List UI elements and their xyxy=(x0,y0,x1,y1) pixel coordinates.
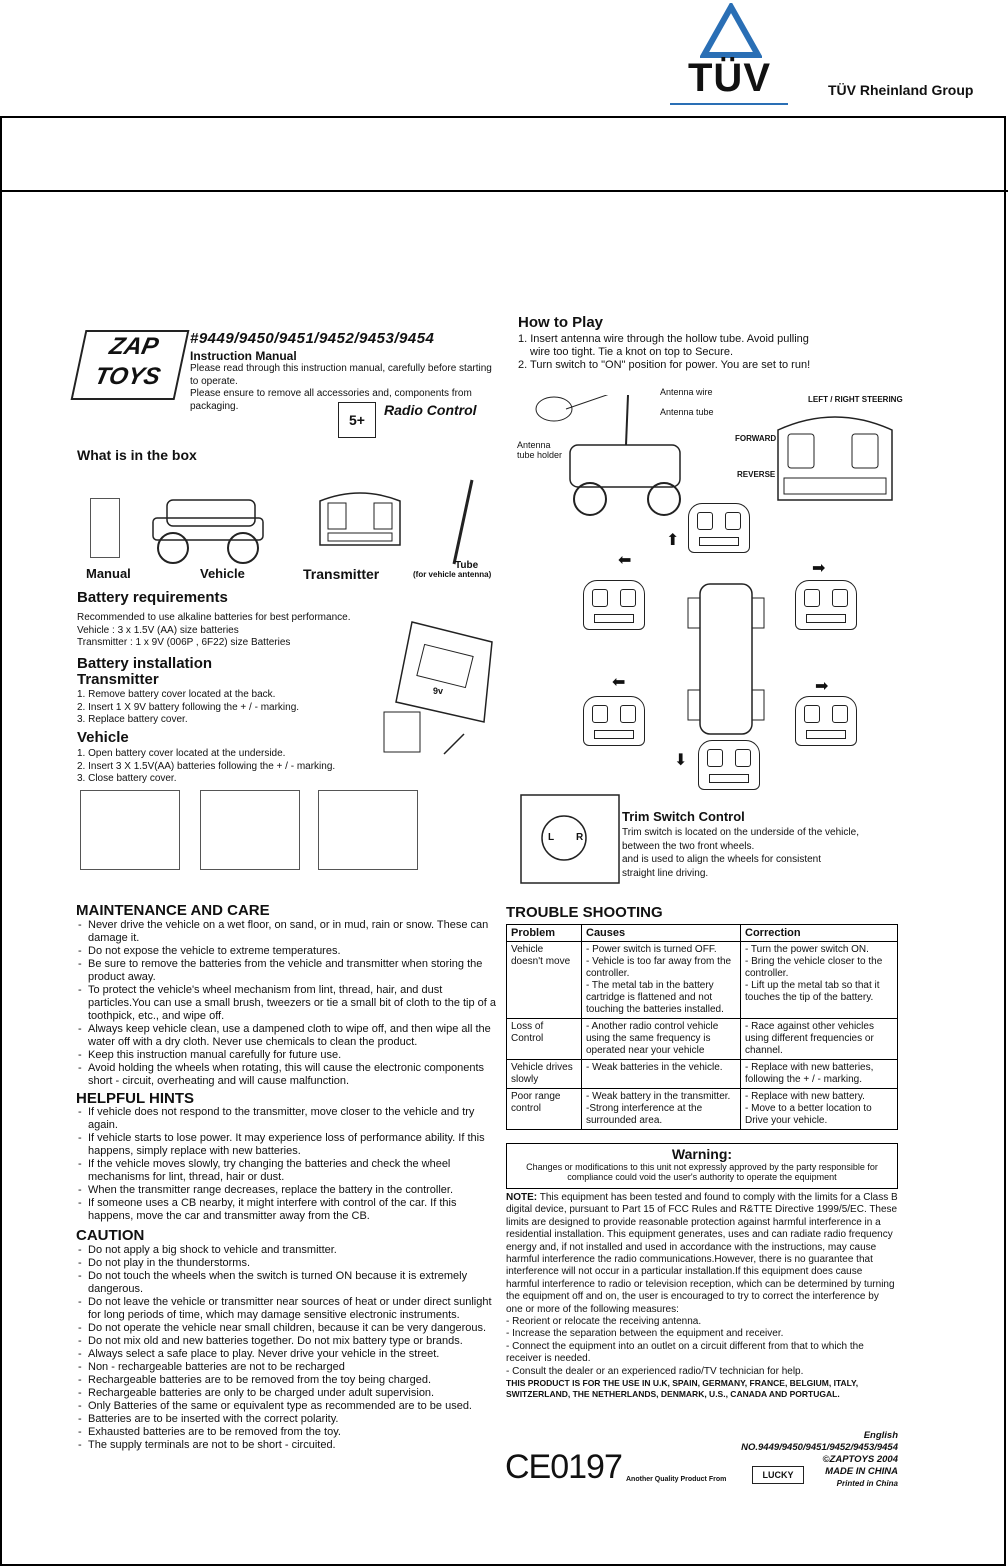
how-to-play-title: How to Play xyxy=(518,314,604,331)
hint-item: - If someone uses a CB nearby, it might interfere with control of the car. If this happens, move the car and transmitter away from the CB. xyxy=(76,1197,486,1223)
arrow-reverse-icon: ⬇ xyxy=(674,752,688,769)
battery-req-line: Recommended to use alkaline batteries for best performance. xyxy=(77,612,351,623)
col-problem: Problem xyxy=(507,925,582,942)
remote-reverse-illustration xyxy=(698,740,760,790)
caution-item: - Do not mix old and new batteries together. Do not mix battery type or brands. xyxy=(76,1335,496,1348)
maintenance-item: - Be sure to remove the batteries from the vehicle and transmitter when storing the product away. xyxy=(76,958,500,984)
forward-label: FORWARD xyxy=(735,434,777,443)
warning-title: Warning: xyxy=(671,1146,733,1162)
transmitter-illustration xyxy=(310,485,410,565)
battery-req-title: Battery requirements xyxy=(77,589,228,606)
battery-step-image-1 xyxy=(80,790,180,870)
arrow-right-forward-icon: ➡ xyxy=(812,560,826,577)
table-row xyxy=(507,1060,898,1089)
remote-right-reverse-illustration xyxy=(795,696,857,746)
table-header-row xyxy=(507,925,898,942)
remote-right-forward-illustration xyxy=(795,580,857,630)
battery-install-title: Battery installation xyxy=(77,655,213,672)
transmitter-step: 2. Insert 1 X 9V battery following the + / - marking. xyxy=(77,701,300,713)
col-causes: Causes xyxy=(582,925,741,942)
tube-note: (for vehicle antenna) xyxy=(413,570,492,579)
tube-label: Tube xyxy=(455,560,479,571)
group-name: TÜV Rheinland Group xyxy=(828,82,974,98)
caution-item: - Do not play in the thunderstorms. xyxy=(76,1257,496,1270)
table-row xyxy=(507,1019,898,1060)
ce-mark: CE0197 xyxy=(505,1448,622,1486)
troubleshooting-table xyxy=(506,924,898,1130)
hint-item: - If vehicle starts to lose power. It may experience loss of performance ability. If this happens, simply replace with new batteries. xyxy=(76,1132,486,1158)
trim-line: straight line driving. xyxy=(622,867,709,879)
maintenance-item: - Do not expose the vehicle to extreme temperatures. xyxy=(76,945,500,958)
tuv-logo-text: TÜV xyxy=(688,56,771,100)
table-row xyxy=(507,942,898,1019)
tuv-underline xyxy=(670,103,788,105)
trim-line: and is used to align the wheels for consistent xyxy=(622,854,822,865)
how-to-play-steps xyxy=(518,333,848,372)
caution-item: - Non - rechargeable batteries are not to be recharged xyxy=(76,1361,496,1374)
correction-cell: - Replace with new battery. - Move to a better location to Drive your vehicle. xyxy=(741,1089,898,1130)
remote-left-reverse-illustration xyxy=(583,696,645,746)
col-correction: Correction xyxy=(741,925,898,942)
battery-req-line: Transmitter : 1 x 9V (006P , 6F22) size Batteries xyxy=(77,637,291,648)
footer-info xyxy=(741,1430,898,1490)
footer-line: NO.9449/9450/9451/9452/9453/9454 xyxy=(741,1442,898,1453)
trim-right-label: R xyxy=(576,832,584,843)
hint-item: - If the vehicle moves slowly, try changing the batteries and check the wheel mechanisms for lint, thread, hair or dust. xyxy=(76,1158,486,1184)
correction-cell: - Replace with new batteries, following the + / - marking. xyxy=(741,1060,898,1089)
vehicle-step: 3. Close battery cover. xyxy=(77,773,177,784)
vehicle-label: Vehicle xyxy=(200,566,245,581)
maintenance-item: - Avoid holding the wheels when rotating, this will cause the electronic components short - circuit, overheating and will cause malfunction. xyxy=(76,1062,500,1088)
arrow-left-reverse-icon: ⬅ xyxy=(612,674,626,691)
tuv-triangle-icon xyxy=(700,3,762,59)
age-badge: 5+ xyxy=(338,402,376,438)
causes-cell: - Weak batteries in the vehicle. xyxy=(582,1060,741,1089)
manual-illustration xyxy=(90,498,120,558)
battery-step-image-3 xyxy=(318,790,418,870)
vehicle-steps xyxy=(77,748,335,786)
caution-item: - Do not operate the vehicle near small children, because it can be very dangerous. xyxy=(76,1322,496,1335)
caution-item: - Only Batteries of the same or equivalent type as recommended are to be used. xyxy=(76,1400,496,1413)
trim-switch-diagram xyxy=(520,794,620,884)
vehicle-step: 1. Open battery cover located at the underside. xyxy=(77,748,286,759)
battery-req-text xyxy=(77,612,350,650)
arrow-right-reverse-icon: ➡ xyxy=(815,678,829,695)
truck-top-view xyxy=(686,580,766,740)
hint-item: - When the transmitter range decreases, replace the battery in the controller. xyxy=(76,1184,486,1197)
causes-cell: - Another radio control vehicle using the same frequency is operated near your vehicle xyxy=(582,1019,741,1060)
note-measure: - Increase the separation between the equipment and receiver. xyxy=(506,1328,784,1340)
vehicle-step: 2. Insert 3 X 1.5V(AA) batteries following the + / - marking. xyxy=(77,760,336,772)
troubleshooting-title: TROUBLE SHOOTING xyxy=(506,904,663,921)
caution-item: - The supply terminals are not to be short - circuited. xyxy=(76,1439,496,1452)
maintenance-item: - Never drive the vehicle on a wet floor, on sand, or in mud, rain or snow. These can damage it. xyxy=(76,919,500,945)
transmitter-install-title: Transmitter xyxy=(77,671,159,688)
intro-line: Please ensure to remove all accessories and, components from packaging. xyxy=(190,388,472,412)
quality-text: Another Quality Product From xyxy=(626,1476,727,1483)
transmitter-label: Transmitter xyxy=(303,566,380,582)
trim-line: between the two front wheels. xyxy=(622,840,755,852)
fcc-note xyxy=(506,1192,898,1400)
table-row xyxy=(507,1089,898,1130)
correction-cell: - Turn the power switch ON. - Bring the vehicle closer to the controller. - Lift up the metal tab so that it touches the tip of the battery. xyxy=(741,942,898,1019)
maintenance-item: - To protect the vehicle's wheel mechanism from lint, thread, hair, and dust particles.You can use a small brush, tweezers or tie a small bit of cloth to the tip of a toothpick, etc., and wipe off. xyxy=(76,984,500,1023)
transmitter-step: 3. Replace battery cover. xyxy=(77,714,188,725)
battery-step-image-2 xyxy=(200,790,300,870)
model-numbers: #9449/9450/9451/9452/9453/9454 xyxy=(190,330,435,347)
rc-badge: Radio Control xyxy=(384,402,477,418)
warning-text: Changes or modifications to this unit not expressly approved by the party responsible for compliance could void the user's authority to operate the equipment xyxy=(526,1162,878,1182)
caution-list xyxy=(76,1244,496,1452)
arrow-forward-icon: ⬆ xyxy=(666,532,680,549)
correction-cell: - Race against other vehicles using different frequencies or channel. xyxy=(741,1019,898,1060)
trim-text xyxy=(622,826,859,880)
warning-box xyxy=(506,1143,898,1189)
note-text: This equipment has been tested and found to comply with the limits for a Class B digital device, pursuant to Part 15 of FCC Rules and R&TTE Directive 1999/5/EC. These limits are designed to provide reasonable protection against harmful interference in a residential installation. This equipment generates, uses and can radiate radio frequency energy and, if not installed and used in accordance with the instructions, may cause harmful interference the radio communications.However, there is no guarantee that interference will not occur in a particular installation.If this equipment does cause harmful interference to radio or television reception, which can be determined by turning the equipment off and on, the user is encouraged to try to correct the interference by one or more of the following measures: xyxy=(506,1192,898,1315)
hints-title: HELPFUL HINTS xyxy=(76,1090,195,1107)
caution-item: - Always select a safe place to play. Never drive your vehicle in the street. xyxy=(76,1348,496,1361)
caution-item: - Batteries are to be inserted with the correct polarity. xyxy=(76,1413,496,1426)
problem-cell: Vehicle doesn't move xyxy=(507,942,582,1019)
footer-line: MADE IN CHINA xyxy=(825,1466,898,1477)
hints-list xyxy=(76,1106,486,1223)
note-measure: - Reorient or relocate the receiving antenna. xyxy=(506,1316,702,1328)
antenna-holder-line: Antenna xyxy=(517,440,551,450)
maintenance-item: - Keep this instruction manual carefully for future use. xyxy=(76,1049,500,1062)
remote-left-forward-illustration xyxy=(583,580,645,630)
trim-title: Trim Switch Control xyxy=(622,809,745,824)
intro-line: Please read through this instruction manual, carefully before starting to operate. xyxy=(190,363,492,387)
trim-left-label: L xyxy=(548,832,555,843)
trim-line: Trim switch is located on the underside of the vehicle, xyxy=(622,827,859,838)
hint-item: - If vehicle does not respond to the transmitter, move closer to the vehicle and try again. xyxy=(76,1106,486,1132)
caution-item: - Do not leave the vehicle or transmitter near sources of heat or under direct sunlight for long periods of time, which may damage sensitive electronic instruments. xyxy=(76,1296,496,1322)
caution-item: - Rechargeable batteries are to be removed from the toy being charged. xyxy=(76,1374,496,1387)
footer-line: ©ZAPTOYS 2004 xyxy=(822,1454,898,1465)
play-step: 1. Insert antenna wire through the hollow tube. Avoid pulling xyxy=(518,333,809,345)
steering-label: LEFT / RIGHT STEERING xyxy=(808,395,903,404)
antenna-tube-label: Antenna tube xyxy=(660,407,714,417)
note-countries: THIS PRODUCT IS FOR THE USE IN U.K, SPAIN, GERMANY, FRANCE, BELGIUM, ITALY, SWITZERLAND, THE NETHERLANDS, DENMARK, U.S., CANADA AND PORTUGAL. xyxy=(506,1378,859,1400)
arrow-left-forward-icon: ⬅ xyxy=(618,552,632,569)
battery-9v-label: 9v xyxy=(433,686,444,696)
maintenance-item: - Always keep vehicle clean, use a dampened cloth to wipe off, and then wipe all the water off with a dry cloth. Never use chemicals to clean the product. xyxy=(76,1023,500,1049)
battery-req-line: Vehicle : 3 x 1.5V (AA) size batteries xyxy=(77,624,239,636)
remote-forward-illustration xyxy=(688,503,750,553)
antenna-holder-line: tube holder xyxy=(517,450,563,460)
antenna-wire-label: Antenna wire xyxy=(660,387,713,397)
maintenance-list xyxy=(76,919,500,1088)
causes-cell: - Power switch is turned OFF. - Vehicle is too far away from the controller. - The metal tab in the battery cartridge is flattened and not touching the batteries installed. xyxy=(582,942,741,1019)
header-divider xyxy=(0,190,1008,192)
note-measure: - Consult the dealer or an experienced radio/TV technician for help. xyxy=(506,1365,804,1377)
manual-label: Manual xyxy=(86,566,131,581)
caution-item: - Exhausted batteries are to be removed from the toy. xyxy=(76,1426,496,1439)
footer-line: Printed in China xyxy=(836,1479,898,1488)
note-measure: - Connect the equipment into an outlet on a circuit different from that to which the receiver is needed. xyxy=(506,1340,864,1365)
play-step: wire too tight. Tie a knot on top to Secure. xyxy=(530,346,734,358)
problem-cell: Loss of Control xyxy=(507,1019,582,1060)
truck-illustration xyxy=(145,488,270,568)
note-label: NOTE: xyxy=(506,1192,538,1203)
maintenance-title: MAINTENANCE AND CARE xyxy=(76,902,270,919)
lucky-logo: LUCKY xyxy=(752,1466,804,1484)
box-title: What is in the box xyxy=(77,447,197,463)
problem-cell: Poor range control xyxy=(507,1089,582,1130)
caution-item: - Rechargeable batteries are only to be charged under adult supervision. xyxy=(76,1387,496,1400)
caution-title: CAUTION xyxy=(76,1227,145,1244)
reverse-label: REVERSE xyxy=(737,470,776,479)
problem-cell: Vehicle drives slowly xyxy=(507,1060,582,1089)
causes-cell: - Weak battery in the transmitter. -Strong interference at the surrounded area. xyxy=(582,1089,741,1130)
manual-title: Instruction Manual xyxy=(190,349,297,363)
caution-item: - Do not touch the wheels when the switch is turned ON because it is extremely dangerous. xyxy=(76,1270,496,1296)
play-step: 2. Turn switch to "ON" position for power. You are set to run! xyxy=(518,359,811,371)
vehicle-install-title: Vehicle xyxy=(77,729,129,746)
tube-illustration xyxy=(448,478,478,566)
transmitter-step: 1. Remove battery cover located at the back. xyxy=(77,689,276,700)
zap-toys-logo xyxy=(71,330,190,400)
brand-logo-text: ZAP TOYS xyxy=(92,333,163,390)
footer-line: English xyxy=(863,1430,898,1441)
caution-item: - Do not apply a big shock to vehicle and transmitter. xyxy=(76,1244,496,1257)
transmitter-steps xyxy=(77,689,299,727)
controller-diagram xyxy=(770,404,900,504)
antenna-truck-diagram xyxy=(530,395,700,530)
